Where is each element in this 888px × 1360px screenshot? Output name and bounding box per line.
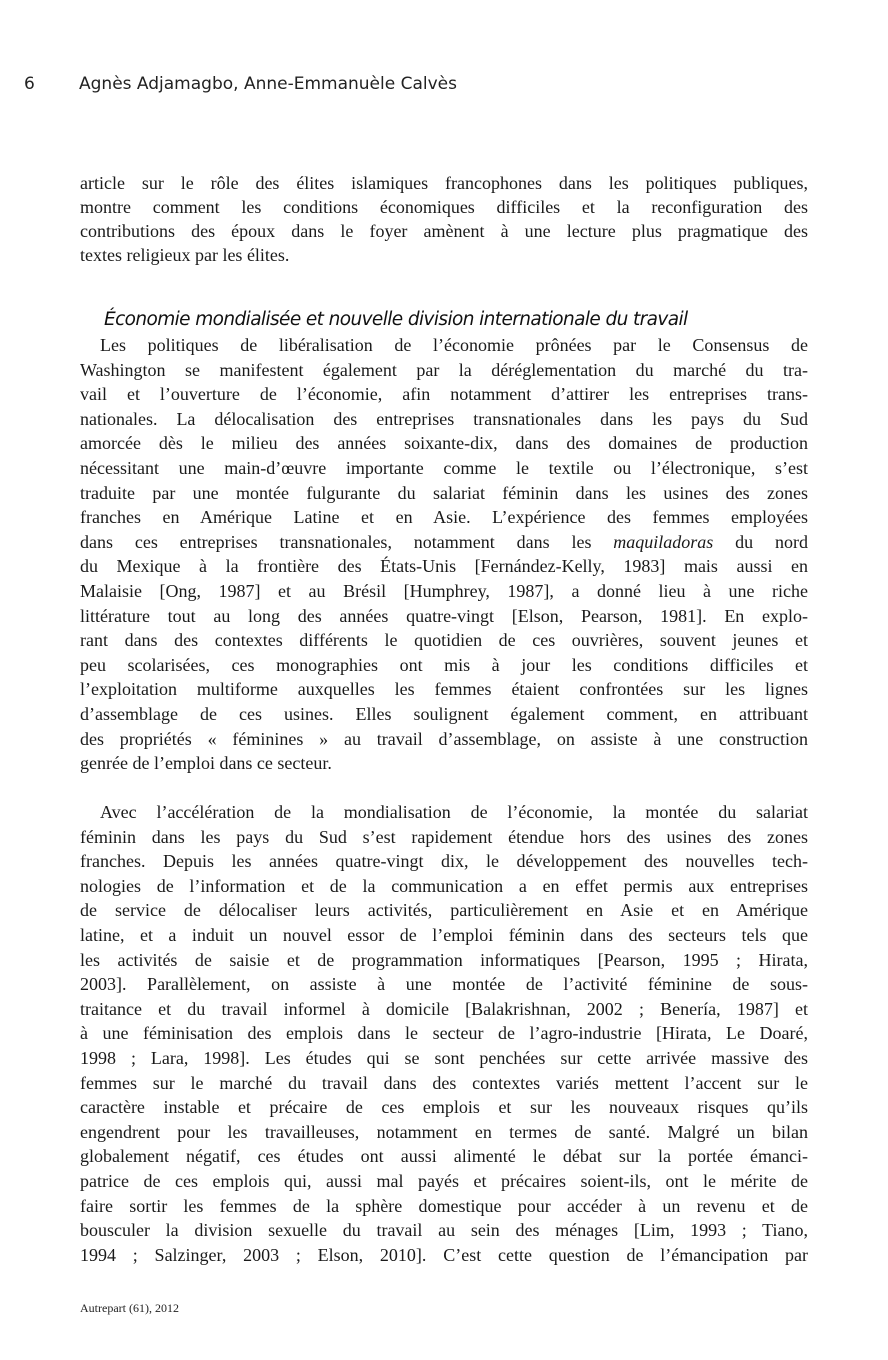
text-line: article sur le rôle des élites islamiques francophones dans les politiques publiques, [80, 173, 808, 193]
text-line: montre comment les conditions économiques difficiles et la reconfiguration des [80, 197, 808, 217]
text-line: nécessitant une main-d’œuvre importante comme le textile ou l’électronique, s’est [80, 457, 808, 478]
paragraph-continuation [80, 171, 808, 267]
text-line: à une féminisation des emplois dans le secteur de l’agro-industrie [Hirata, Le Doaré, [80, 1023, 808, 1044]
text-line: globalement négatif, ces études ont aussi alimenté le débat sur la portée émanci- [80, 1146, 808, 1167]
text-line [80, 530, 808, 555]
text-segment: du nord [713, 531, 808, 552]
text-line: nationales. La délocalisation des entreprises transnationales dans les pays du Sud [80, 408, 808, 429]
page-number: 6 [24, 74, 35, 94]
text-line: franches. Depuis les années quatre-vingt dix, le développement des nouvelles tech- [80, 851, 808, 872]
text-line: du Mexique à la frontière des États-Unis [Fernández-Kelly, 1983] mais aussi en [80, 556, 808, 577]
text-line: Avec l’accélération de la mondialisation de l’économie, la montée du salariat [100, 802, 808, 822]
text-line: traitance et du travail informel à domicile [Balakrishnan, 2002 ; Benería, 1987] et [80, 998, 808, 1019]
text-line: 2003]. Parallèlement, on assiste à une montée de l’activité féminine de sous- [80, 974, 808, 995]
section-heading: Économie mondialisée et nouvelle division internationale du travail [104, 309, 688, 330]
text-line: genrée de l’emploi dans ce secteur. [80, 753, 332, 774]
text-line: peu scolarisées, ces monographies ont mis à jour les conditions difficiles et [80, 654, 808, 675]
text-line: faire sortir les femmes de la sphère domestique pour accéder à un revenu et de [80, 1195, 808, 1216]
text-line: traduite par une montée fulgurante du salariat féminin dans les usines des zones [80, 482, 808, 503]
text-segment: dans ces entreprises transnationales, notamment dans les [80, 531, 614, 552]
text-line: Malaisie [Ong, 1987] et au Brésil [Humphrey, 1987], a donné lieu à une riche [80, 580, 808, 601]
text-line: femmes sur le marché du travail dans des contextes variés mettent l’accent sur le [80, 1072, 808, 1093]
text-line: textes religieux par les élites. [80, 245, 290, 265]
running-header-authors: Agnès Adjamagbo, Anne-Emmanuèle Calvès [79, 74, 457, 94]
text-line: littérature tout au long des années quatre-vingt [Elson, Pearson, 1981]. En explo- [80, 605, 808, 626]
text-line: de service de délocaliser leurs activités, particulièrement en Asie et en Amérique [80, 900, 808, 921]
journal-footer: Autrepart (61), 2012 [80, 1301, 179, 1315]
text-line: vail et l’ouverture de l’économie, afin notamment d’attirer les entreprises trans- [80, 384, 808, 405]
text-line: les activités de saisie et de programmation informatiques [Pearson, 1995 ; Hirata, [80, 949, 808, 970]
text-line: rant dans des contextes différents le quotidien de ces ouvrières, souvent jeunes et [80, 630, 808, 651]
text-line: d’assemblage de ces usines. Elles soulignent également comment, en attribuant [80, 703, 808, 724]
text-line: caractère instable et précaire de ces emplois et sur les nouveaux risques qu’ils [80, 1097, 808, 1118]
text-line: franches en Amérique Latine et en Asie. L’expérience des femmes employées [80, 507, 808, 528]
text-line: l’exploitation multiforme auxquelles les femmes étaient confrontées sur les lignes [80, 679, 808, 700]
text-line: patrice de ces emplois qui, aussi mal payés et précaires soient-ils, ont le mérite de [80, 1170, 808, 1191]
text-line: Washington se manifestent également par la déréglementation du marché du tra- [80, 359, 808, 380]
text-line: nologies de l’information et de la communication a en effet permis aux entreprises [80, 875, 808, 896]
text-line: féminin dans les pays du Sud s’est rapidement étendue hors des usines des zones [80, 826, 808, 847]
text-line: bousculer la division sexuelle du travail au sein des ménages [Lim, 1993 ; Tiano, [80, 1220, 808, 1241]
text-line: Les politiques de libéralisation de l’économie prônées par le Consensus de [100, 335, 808, 355]
text-line: amorcée dès le milieu des années soixante-dix, dans des domaines de production [80, 433, 808, 454]
text-line: 1994 ; Salzinger, 2003 ; Elson, 2010]. C’est cette question de l’émancipation par [80, 1244, 808, 1265]
text-line: des propriétés « féminines » au travail d’assemblage, on assiste à une construction [80, 728, 808, 749]
text-line: engendrent pour les travailleuses, notamment en termes de santé. Malgré un bilan [80, 1121, 808, 1142]
paragraph-economie-mondialisee [80, 333, 808, 776]
text-line: contributions des époux dans le foyer amènent à une lecture plus pragmatique des [80, 221, 808, 241]
text-line: 1998 ; Lara, 1998]. Les études qui se sont penchées sur cette arrivée massive des [80, 1047, 808, 1068]
text-line: latine, et a induit un nouvel essor de l’emploi féminin dans des secteurs tels que [80, 924, 808, 945]
italic-term: maquiladoras [613, 531, 714, 552]
paragraph-acceleration-mondialisation [80, 800, 808, 1267]
